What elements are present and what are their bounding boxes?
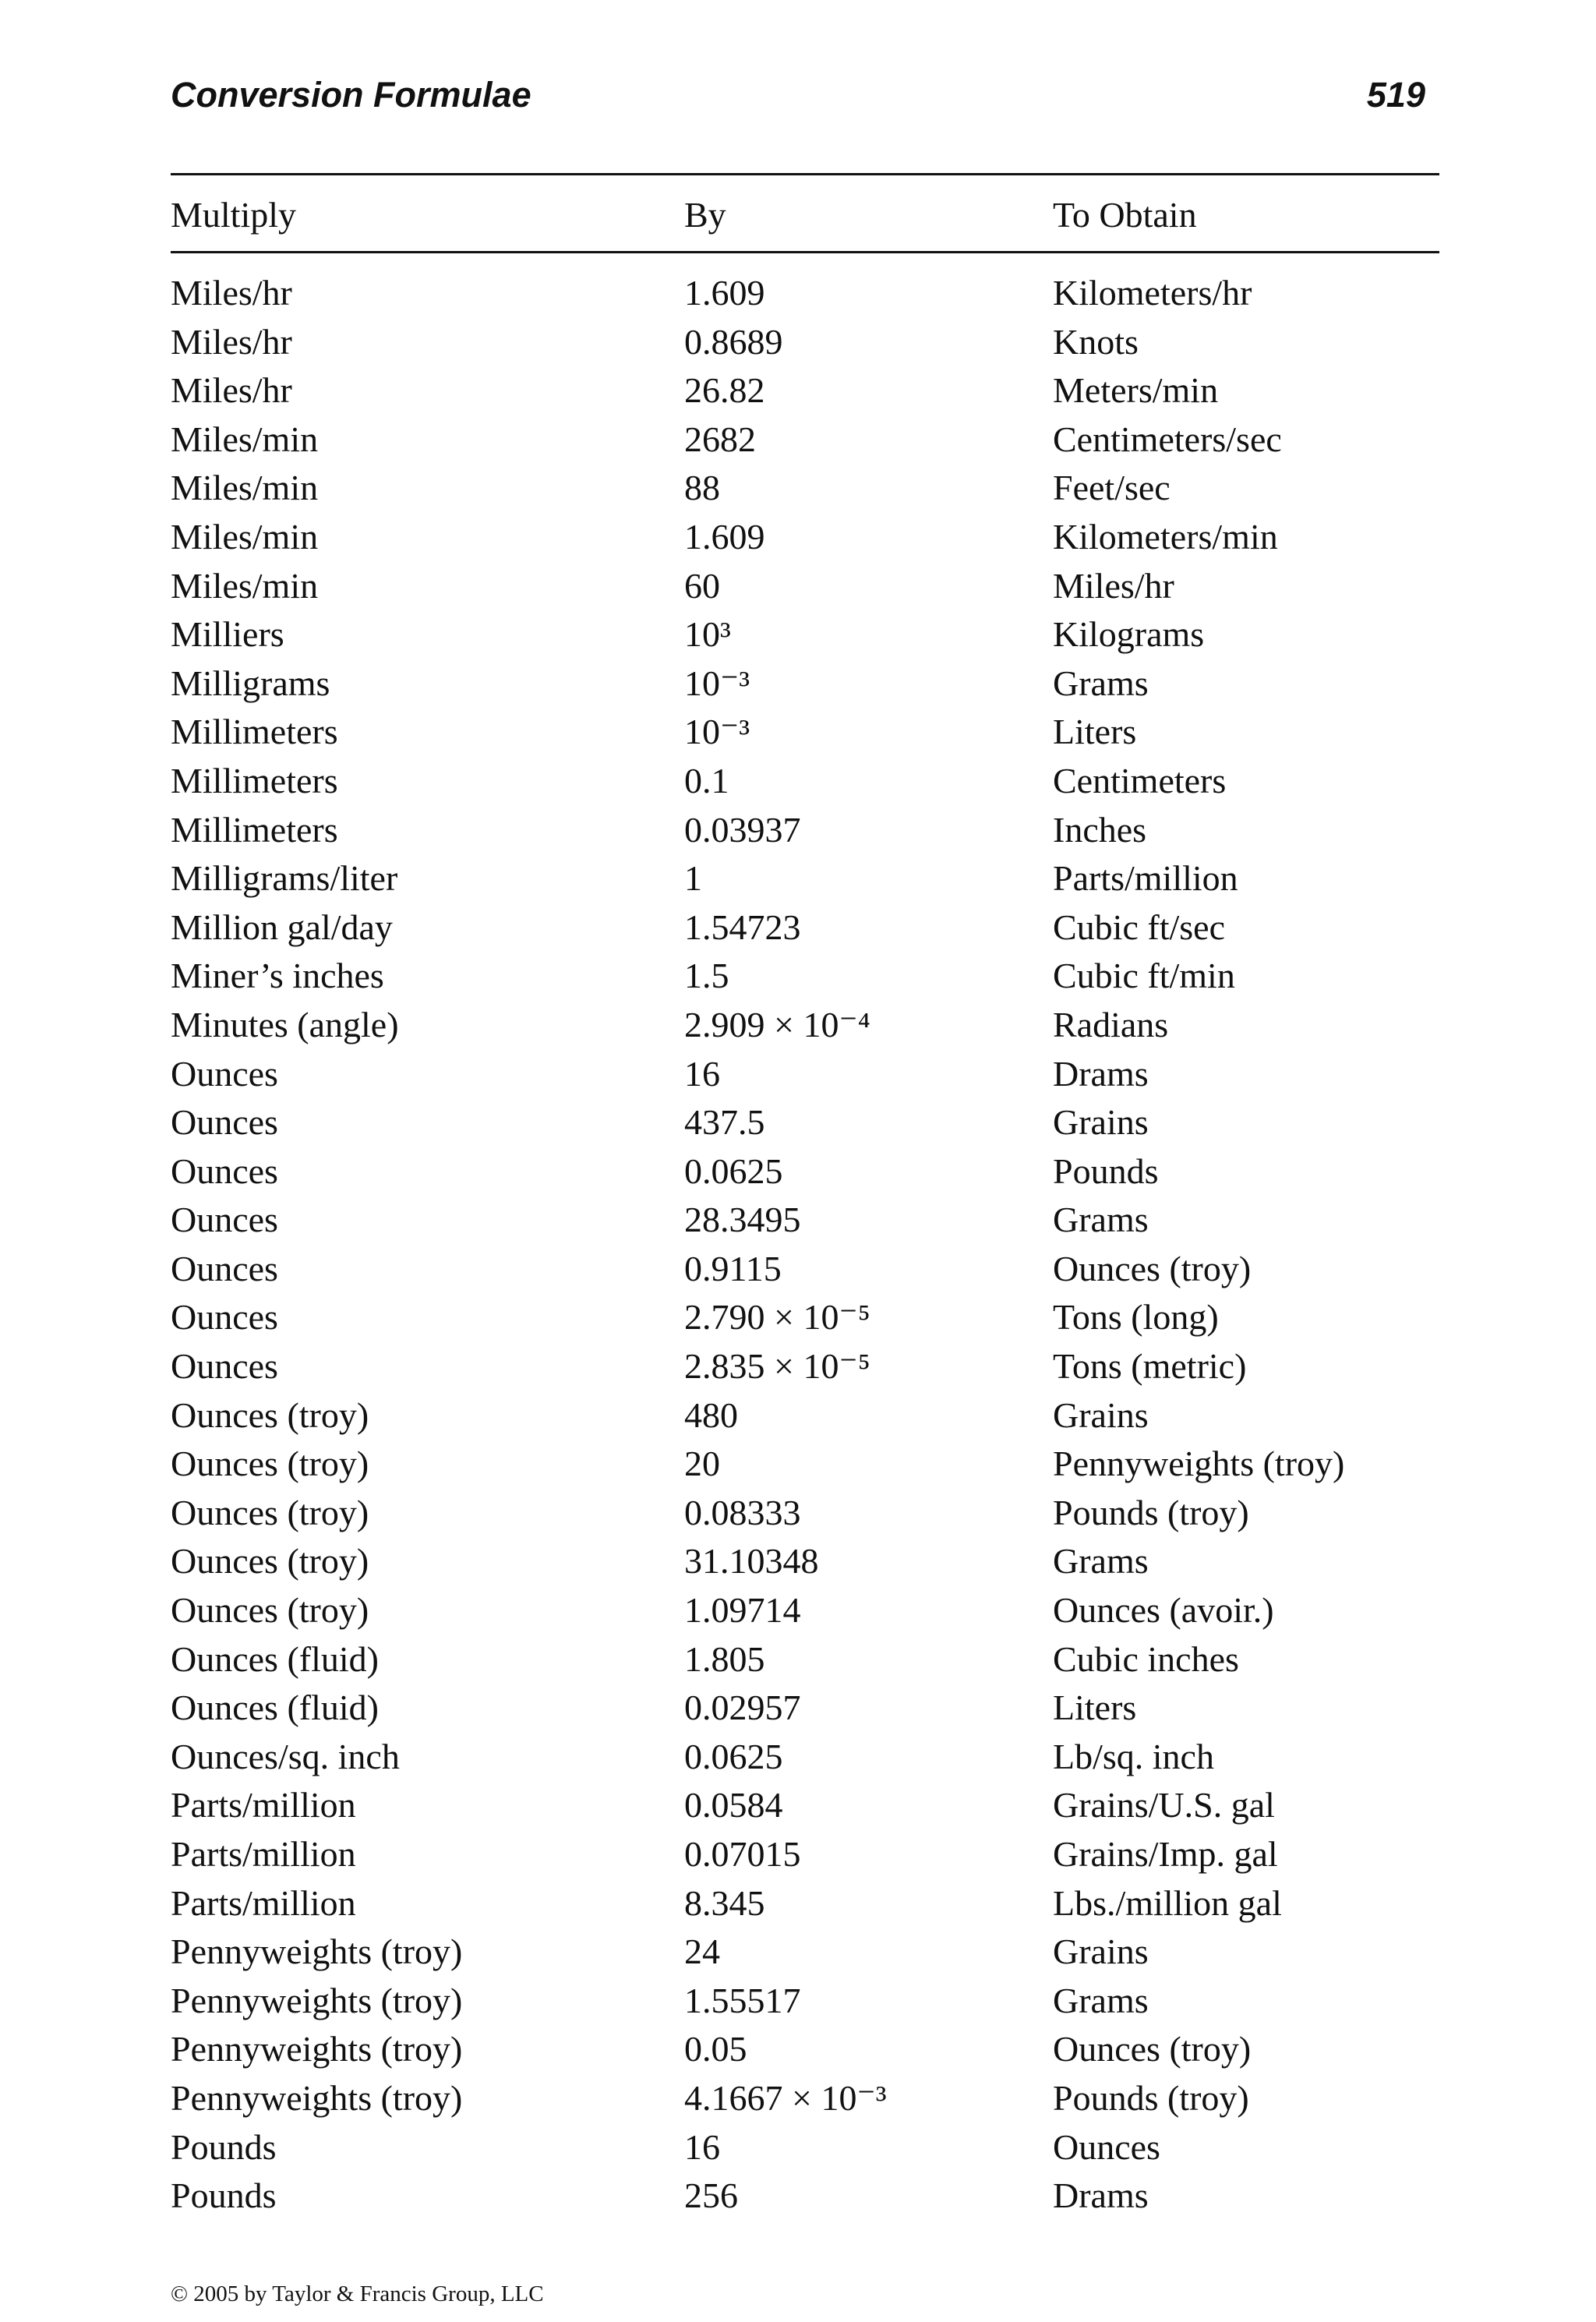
to-obtain-cell: Liters [1053,712,1137,752]
to-obtain-cell: Grams [1053,1200,1149,1240]
multiply-cell: Miles/min [171,565,319,606]
by-cell: 2682 [684,419,756,459]
multiply-cell: Millimeters [171,712,338,752]
to-obtain-cell: Cubic inches [1053,1638,1239,1679]
column-header-multiply: Multiply [171,195,297,235]
multiply-cell: Pennyweights (troy) [171,2029,463,2069]
multiply-cell: Ounces (troy) [171,1590,369,1631]
by-cell: 0.9115 [684,1248,782,1288]
table-row [171,1343,1439,1392]
by-cell: 0.08333 [684,1492,801,1532]
table-row [171,416,1439,465]
to-obtain-cell: Ounces (troy) [1053,1248,1252,1288]
to-obtain-cell: Ounces [1053,2126,1160,2167]
by-cell: 0.0584 [684,1785,783,1825]
table-row [171,1196,1439,1246]
page-number: 519 [1366,75,1425,115]
to-obtain-cell: Cubic ft/sec [1053,907,1225,947]
multiply-cell: Minutes (angle) [171,1004,399,1044]
table-row [171,1294,1439,1343]
table-row [171,1538,1439,1587]
table-row [171,1880,1439,1929]
multiply-cell: Miles/hr [171,321,292,362]
by-cell: 60 [684,565,720,606]
to-obtain-cell: Lb/sq. inch [1053,1736,1214,1776]
copyright-footer: © 2005 by Taylor & Francis Group, LLC [171,2281,544,2306]
table-row [171,2075,1439,2124]
by-cell: 1.805 [684,1638,765,1679]
to-obtain-cell: Inches [1053,809,1147,850]
to-obtain-cell: Liters [1053,1688,1137,1728]
table-row [171,1831,1439,1880]
by-cell: 0.1 [684,760,729,801]
table-row [171,611,1439,660]
multiply-cell: Ounces [171,1248,278,1288]
by-cell: 2.835 × 10⁻⁵ [684,1346,870,1387]
multiply-cell: Miles/min [171,419,319,459]
table-row [171,1148,1439,1197]
by-cell: 1.609 [684,516,765,557]
table-row [171,1734,1439,1783]
multiply-cell: Ounces [171,1150,278,1191]
column-header-to-obtain: To Obtain [1053,195,1197,235]
by-cell: 26.82 [684,370,765,411]
to-obtain-cell: Knots [1053,321,1139,362]
to-obtain-cell: Grams [1053,1541,1149,1582]
multiply-cell: Ounces [171,1346,278,1387]
table-row [171,1977,1439,2027]
by-cell: 0.07015 [684,1834,801,1874]
table-row [171,367,1439,416]
table-row [171,1928,1439,1977]
to-obtain-cell: Cubic ft/min [1053,956,1235,996]
multiply-cell: Ounces (troy) [171,1394,369,1435]
multiply-cell: Millimeters [171,809,338,850]
to-obtain-cell: Grains [1053,1394,1149,1435]
to-obtain-cell: Tons (metric) [1053,1346,1247,1387]
table-row [171,660,1439,709]
table-row [171,1587,1439,1636]
to-obtain-cell: Meters/min [1053,370,1219,411]
multiply-cell: Pounds [171,2126,277,2167]
by-cell: 0.02957 [684,1688,801,1728]
table-row [171,1782,1439,1831]
table-row [171,1684,1439,1734]
by-cell: 1.55517 [684,1980,801,2020]
multiply-cell: Ounces (fluid) [171,1638,379,1679]
table-row [171,1051,1439,1100]
multiply-cell: Miles/min [171,516,319,557]
to-obtain-cell: Pounds (troy) [1053,1492,1249,1532]
multiply-cell: Ounces (fluid) [171,1688,379,1728]
by-cell: 31.10348 [684,1541,819,1582]
to-obtain-cell: Grams [1053,663,1149,703]
multiply-cell: Miles/hr [171,273,292,313]
multiply-cell: Ounces [171,1102,278,1143]
to-obtain-cell: Miles/hr [1053,565,1174,606]
table-row [171,952,1439,1002]
by-cell: 16 [684,2126,720,2167]
header-bottom-rule [171,251,1439,253]
to-obtain-cell: Kilometers/hr [1053,273,1252,313]
by-cell: 88 [684,468,720,508]
multiply-cell: Pennyweights (troy) [171,1980,463,2020]
by-cell: 0.8689 [684,321,783,362]
table-row [171,514,1439,563]
to-obtain-cell: Kilometers/min [1053,516,1278,557]
running-header [171,75,1425,129]
table-row [171,904,1439,953]
table-row [171,465,1439,514]
to-obtain-cell: Grains [1053,1931,1149,1972]
table-row [171,1002,1439,1051]
page-title: Conversion Formulae [171,75,531,115]
to-obtain-cell: Pounds [1053,1150,1159,1191]
multiply-cell: Miles/min [171,468,319,508]
by-cell: 16 [684,1053,720,1094]
by-cell: 4.1667 × 10⁻³ [684,2077,887,2118]
multiply-cell: Pounds [171,2175,277,2216]
to-obtain-cell: Ounces (troy) [1053,2029,1252,2069]
by-cell: 0.0625 [684,1736,783,1776]
to-obtain-cell: Ounces (avoir.) [1053,1590,1274,1631]
by-cell: 0.0625 [684,1150,783,1191]
table-row [171,807,1439,856]
conversion-table-body [171,270,1439,2221]
by-cell: 0.05 [684,2029,747,2069]
multiply-cell: Pennyweights (troy) [171,1931,463,1972]
multiply-cell: Ounces [171,1297,278,1338]
multiply-cell: Milligrams/liter [171,858,398,899]
to-obtain-cell: Pennyweights (troy) [1053,1444,1345,1484]
multiply-cell: Milliers [171,614,284,655]
table-row [171,1099,1439,1148]
multiply-cell: Pennyweights (troy) [171,2077,463,2118]
multiply-cell: Ounces (troy) [171,1492,369,1532]
table-row [171,2172,1439,2221]
to-obtain-cell: Grams [1053,1980,1149,2020]
table-row [171,563,1439,612]
table-row [171,758,1439,807]
multiply-cell: Ounces/sq. inch [171,1736,400,1776]
to-obtain-cell: Tons (long) [1053,1297,1219,1338]
table-row [171,855,1439,904]
by-cell: 20 [684,1444,720,1484]
by-cell: 8.345 [684,1882,765,1923]
to-obtain-cell: Centimeters/sec [1053,419,1282,459]
multiply-cell: Parts/million [171,1882,356,1923]
to-obtain-cell: Pounds (troy) [1053,2077,1249,2118]
by-cell: 10³ [684,614,731,655]
by-cell: 0.03937 [684,809,801,850]
to-obtain-cell: Feet/sec [1053,468,1171,508]
by-cell: 1.609 [684,273,765,313]
multiply-cell: Ounces [171,1200,278,1240]
to-obtain-cell: Radians [1053,1004,1169,1044]
by-cell: 2.909 × 10⁻⁴ [684,1004,870,1044]
table-row [171,319,1439,368]
by-cell: 24 [684,1931,720,1972]
column-header-by: By [684,195,726,235]
by-cell: 10⁻³ [684,712,750,752]
multiply-cell: Miner’s inches [171,956,384,996]
table-row [171,1440,1439,1490]
by-cell: 1.5 [684,956,729,996]
multiply-cell: Parts/million [171,1834,356,1874]
by-cell: 28.3495 [684,1200,801,1240]
multiply-cell: Millimeters [171,760,338,801]
to-obtain-cell: Drams [1053,2175,1149,2216]
to-obtain-cell: Parts/million [1053,858,1238,899]
table-row [171,1392,1439,1441]
table-top-rule [171,173,1439,175]
by-cell: 2.790 × 10⁻⁵ [684,1297,870,1338]
to-obtain-cell: Lbs./million gal [1053,1882,1282,1923]
to-obtain-cell: Centimeters [1053,760,1227,801]
to-obtain-cell: Drams [1053,1053,1149,1094]
by-cell: 1.09714 [684,1590,801,1631]
table-row [171,2026,1439,2075]
multiply-cell: Ounces [171,1053,278,1094]
to-obtain-cell: Grains/Imp. gal [1053,1834,1278,1874]
multiply-cell: Ounces (troy) [171,1541,369,1582]
multiply-cell: Miles/hr [171,370,292,411]
table-row [171,1636,1439,1685]
table-row [171,2124,1439,2173]
multiply-cell: Milligrams [171,663,330,703]
table-row [171,1490,1439,1539]
by-cell: 256 [684,2175,738,2216]
table-row [171,709,1439,758]
by-cell: 480 [684,1394,738,1435]
by-cell: 437.5 [684,1102,765,1143]
multiply-cell: Parts/million [171,1785,356,1825]
to-obtain-cell: Grains/U.S. gal [1053,1785,1275,1825]
multiply-cell: Ounces (troy) [171,1444,369,1484]
by-cell: 10⁻³ [684,663,750,703]
multiply-cell: Million gal/day [171,907,393,947]
by-cell: 1.54723 [684,907,801,947]
table-row [171,1246,1439,1295]
to-obtain-cell: Kilograms [1053,614,1205,655]
table-row [171,270,1439,319]
by-cell: 1 [684,858,702,899]
to-obtain-cell: Grains [1053,1102,1149,1143]
